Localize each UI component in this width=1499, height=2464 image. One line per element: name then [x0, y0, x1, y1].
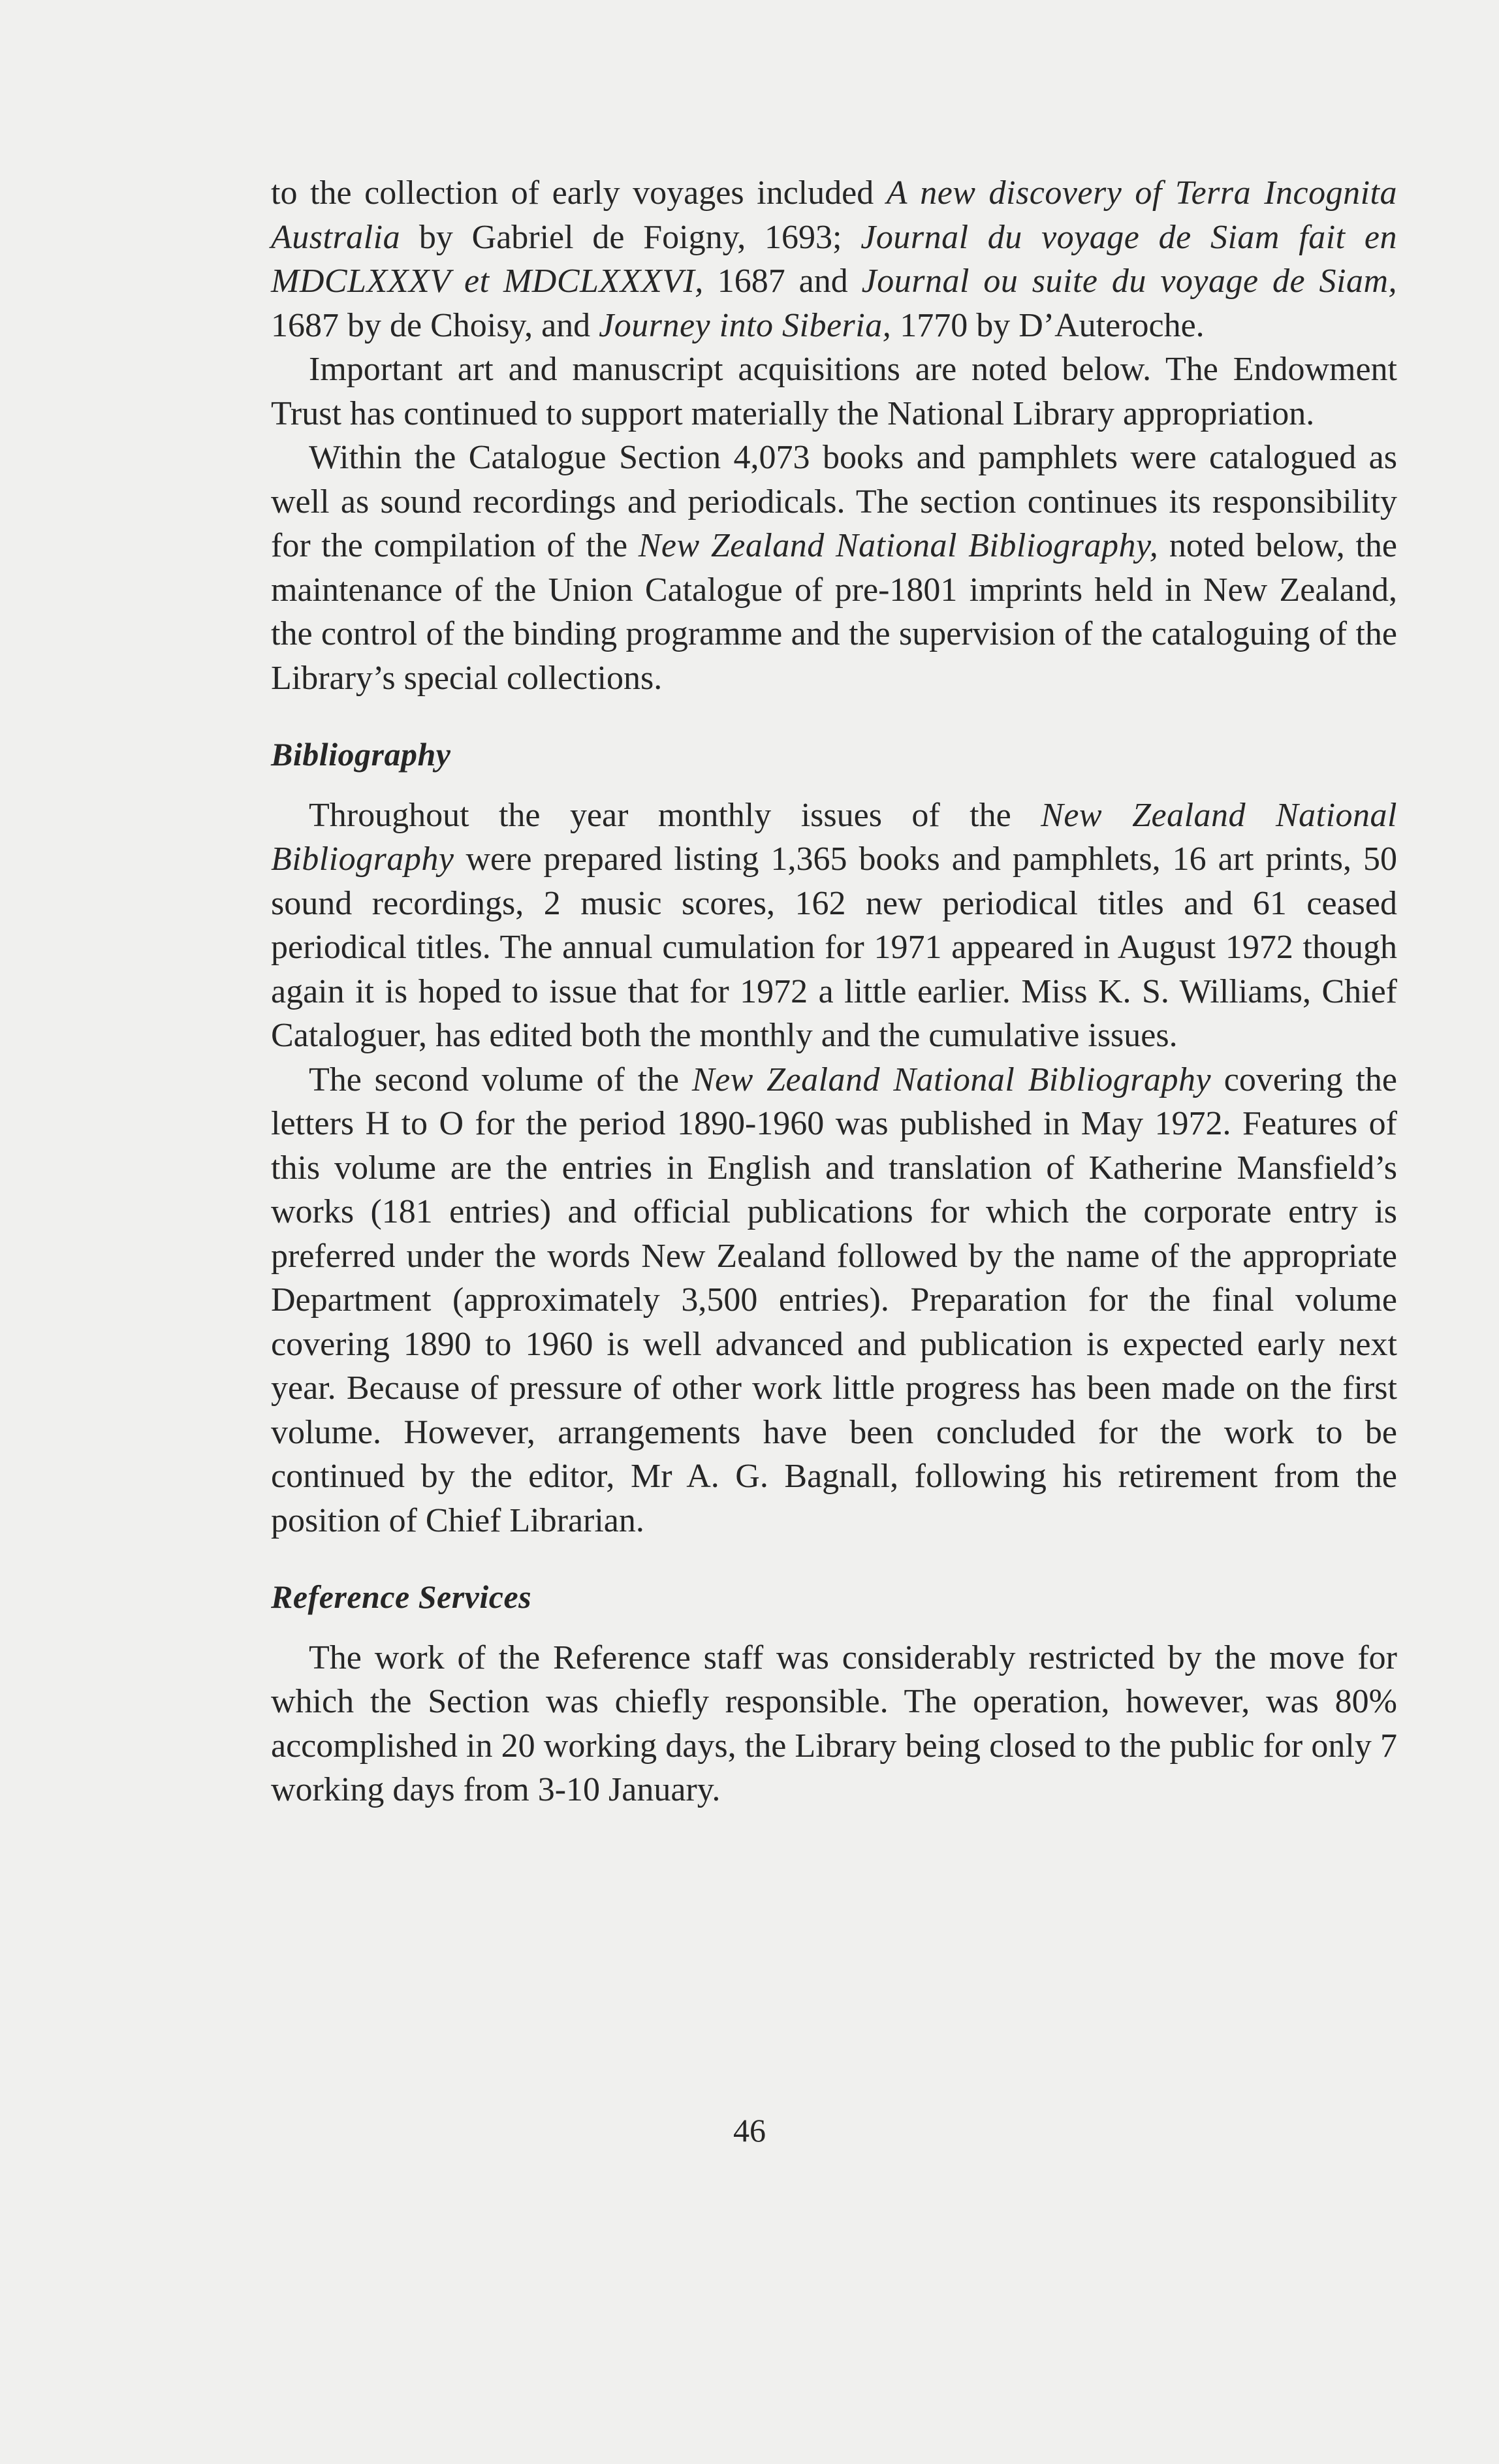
- italic-title-segment: Journey into Siberia,: [599, 306, 892, 344]
- paragraph-catalogue-section: [271, 436, 1397, 700]
- text-segment: by Gabriel de Foigny, 1693;: [400, 218, 861, 256]
- text-segment: Throughout the year monthly issues of the: [309, 796, 1041, 834]
- page-number: 46: [733, 2112, 766, 2149]
- text-segment: covering the letters H to O for the period 1890-1960 was published in May 1972. Features of this volume are the entries in English and translation of Katherine Mansfield’s works (181 entries) and official publications for which the corporate entry is preferred under the words New Zealand followed by the name of the appropriate Department (approximately 3,500 entries). Preparation for the final volume covering 1890 to 1960 is well advanced and publication is expected early next year. Because of pressure of other work little progress has been made on the first volume. However, arrangements have been concluded for the work to be continued by the editor, Mr A. G. Bagnall, following his retirement from the position of Chief Librarian.: [271, 1061, 1398, 1539]
- paragraph-reference-staff: [271, 1636, 1397, 1812]
- section-heading-reference-services: Reference Services: [271, 1578, 532, 1615]
- italic-title-segment: A new discovery of Terra Incognita Australia: [271, 174, 1397, 256]
- paragraph-monthly-issues: [271, 793, 1397, 1058]
- italic-title-segment: New Zealand National Bibliography,: [638, 527, 1159, 564]
- italic-title-segment: New Zealand National Bibliography: [691, 1061, 1212, 1098]
- text-segment: The work of the Reference staff was considerably restricted by the move for which the Section was chiefly responsible. The operation, however, was 80% accomplished in 20 working days, the Library being closed to the public for only 7 working days from 3-10 January.: [271, 1639, 1397, 1808]
- text-segment: The second volume of the: [309, 1061, 692, 1098]
- text-segment: 1687 by de Choisy, and: [271, 306, 599, 344]
- text-segment: 1687 and: [703, 263, 862, 300]
- text-segment: were prepared listing 1,365 books and pamphlets, 16 art prints, 50 sound recordings, 2 music scores, 162 new periodical titles and 61 ceased periodical titles. The annual cumulation for 1971 appeared in August 1972 though again it is hoped to issue that for 1972 a little earlier. Miss K. S. Williams, Chief Cataloguer, has edited both the monthly and the cumulative issues.: [271, 840, 1397, 1054]
- italic-title-segment: Journal du voyage de Siam fait en MDCLXXXV et MDCLXXXVI,: [271, 218, 1397, 300]
- italic-title-segment: Journal ou suite du voyage de Siam,: [861, 263, 1397, 300]
- section-heading-bibliography: Bibliography: [271, 736, 451, 773]
- page-body: [271, 171, 1397, 1812]
- paragraph-second-volume: [271, 1058, 1397, 1543]
- text-segment: to the collection of early voyages included: [271, 174, 887, 212]
- text-segment: 1770 by D’Auteroche.: [891, 306, 1205, 344]
- italic-title-segment: New Zealand National Bibliography: [271, 796, 1398, 878]
- text-segment: noted below, the maintenance of the Union Catalogue of pre-1801 imprints held in New Zealand, the control of the binding programme and the supervision of the cataloguing of the Library’s special collections.: [271, 527, 1397, 697]
- paragraph-early-voyages: [271, 171, 1397, 347]
- paragraph-acquisitions: [271, 347, 1397, 436]
- text-segment: Within the Catalogue Section 4,073 books and pamphlets were catalogued as well as sound recordings and periodicals. The section continues its responsibility for the compilation of the: [271, 439, 1397, 564]
- text-segment: Important art and manuscript acquisitions are noted below. The Endowment Trust has continued to support materially the National Library appropriation.: [271, 351, 1397, 432]
